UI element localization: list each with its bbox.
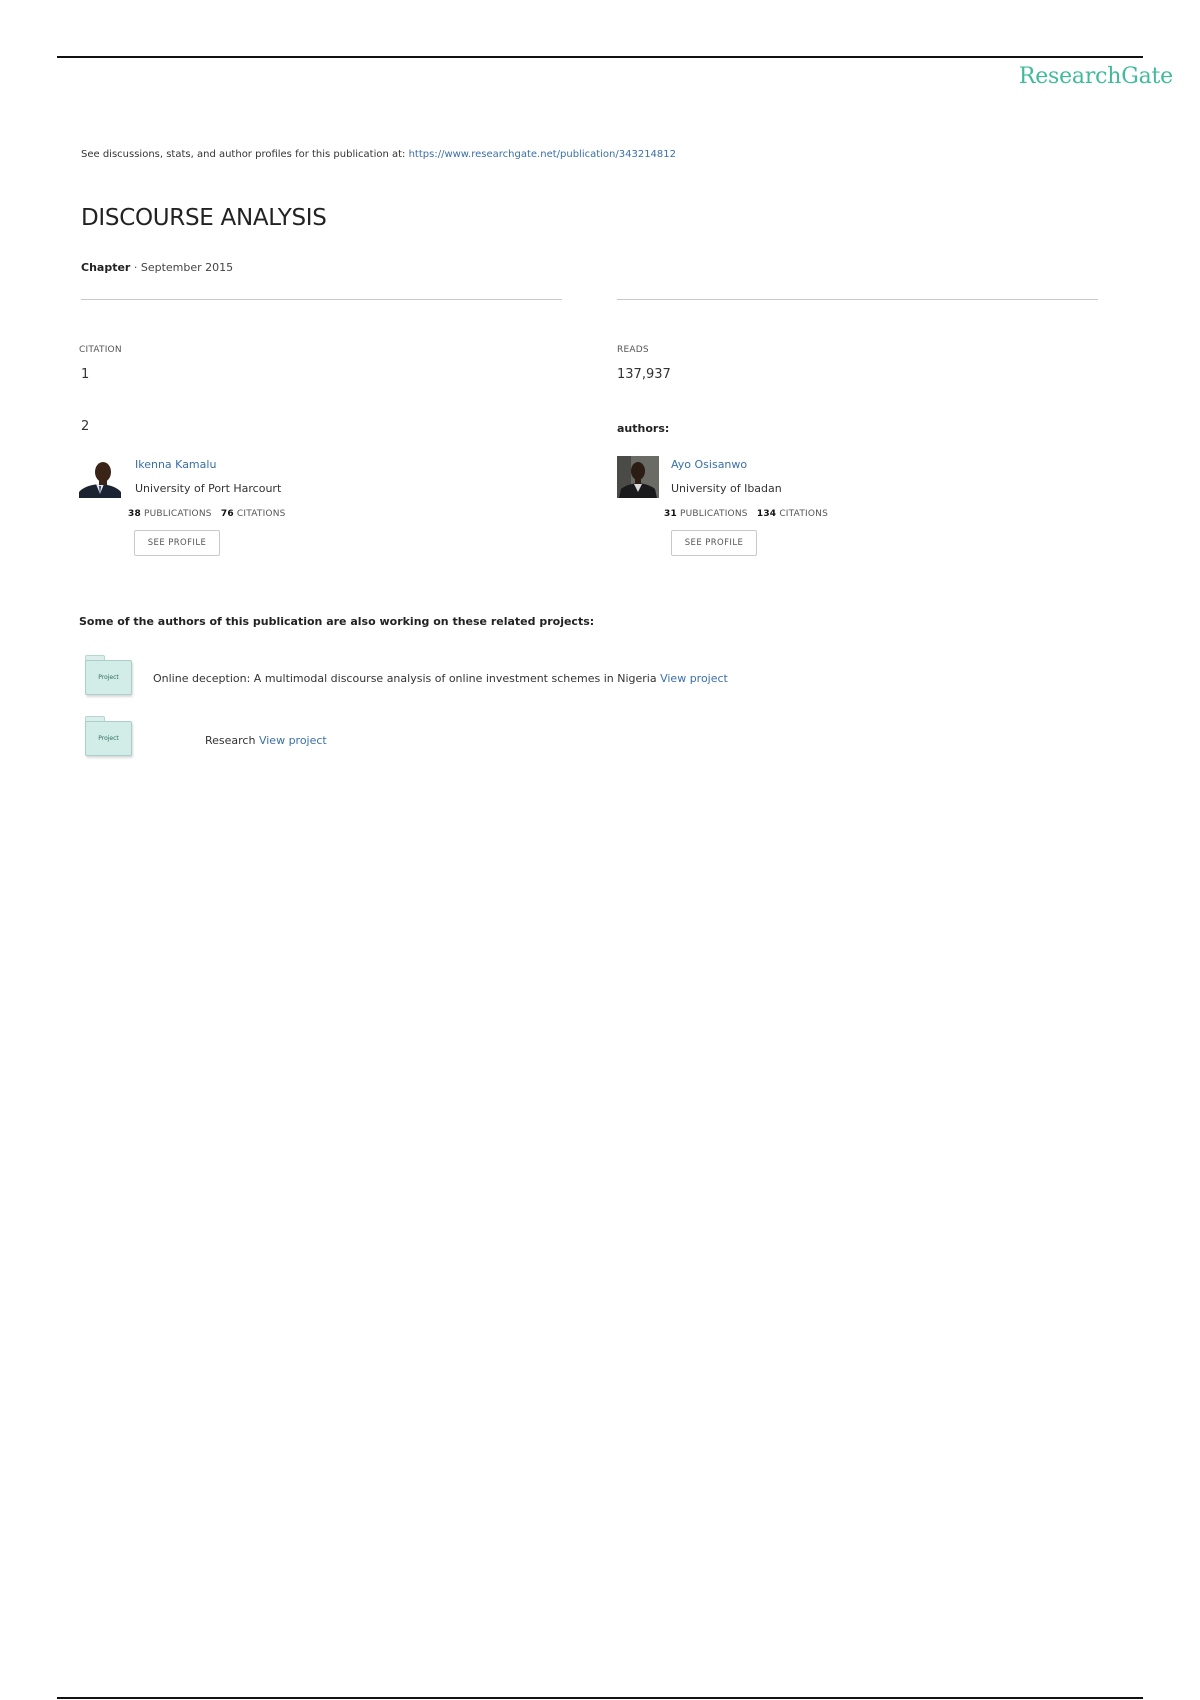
publication-meta — [81, 261, 233, 274]
publications-count: 31 — [664, 509, 677, 519]
avatar-ikenna-kamalu[interactable] — [79, 456, 121, 498]
discussion-line — [81, 149, 676, 160]
divider-left — [81, 299, 562, 300]
avatar-ayo-osisanwo[interactable] — [617, 456, 659, 498]
page-title: DISCOURSE ANALYSIS — [81, 205, 327, 231]
citations-label: CITATIONS — [779, 509, 829, 519]
bottom-rule — [57, 1697, 1143, 1699]
citations-count: 134 — [756, 509, 777, 519]
author-institution: University of Ibadan — [671, 482, 782, 495]
citations-label: CITATIONS — [236, 509, 286, 519]
author-name-link[interactable]: Ikenna Kamalu — [135, 458, 217, 471]
authors-label: authors: — [617, 422, 670, 435]
publications-label: PUBLICATIONS — [680, 509, 748, 519]
discussion-text: See discussions, stats, and author profiles for this publication at: — [81, 149, 406, 160]
top-rule — [57, 56, 1143, 58]
see-profile-button[interactable]: SEE PROFILE — [134, 530, 220, 556]
author-institution: University of Port Harcourt — [135, 482, 282, 495]
person-photo-icon — [617, 456, 659, 498]
author-stats — [128, 509, 286, 519]
author-count: 2 — [81, 419, 90, 434]
project-folder-icon[interactable] — [85, 655, 132, 695]
author-name-link[interactable]: Ayo Osisanwo — [671, 458, 748, 471]
see-profile-button[interactable]: SEE PROFILE — [671, 530, 757, 556]
view-project-link[interactable]: View project — [660, 672, 728, 685]
project-title: Online deception: A multimodal discourse analysis of online investment schemes in Nigeria — [153, 672, 657, 685]
reads-label: READS — [617, 345, 649, 355]
citations-count: 76 — [220, 509, 234, 519]
project-folder-icon[interactable] — [85, 716, 132, 756]
author-stats — [664, 509, 828, 519]
publication-type: Chapter — [81, 261, 131, 274]
publication-date: · September 2015 — [133, 261, 234, 274]
project-item — [205, 734, 327, 747]
publications-count: 38 — [128, 509, 141, 519]
project-item — [153, 672, 728, 685]
project-title: Research — [205, 734, 256, 747]
citation-value: 1 — [81, 367, 90, 382]
view-project-link[interactable]: View project — [258, 734, 327, 747]
reads-value: 137,937 — [617, 367, 671, 382]
publications-label: PUBLICATIONS — [144, 509, 212, 519]
publication-url-link[interactable]: https://www.researchgate.net/publication/343214812 — [408, 149, 677, 160]
person-photo-icon — [79, 456, 121, 498]
researchgate-logo[interactable]: ResearchGate — [1018, 64, 1173, 89]
folder-label: Project — [85, 660, 132, 695]
related-projects-heading: Some of the authors of this publication are also working on these related projects: — [79, 615, 595, 628]
citation-label: CITATION — [79, 345, 122, 355]
divider-right — [617, 299, 1098, 300]
folder-label: Project — [85, 721, 132, 756]
